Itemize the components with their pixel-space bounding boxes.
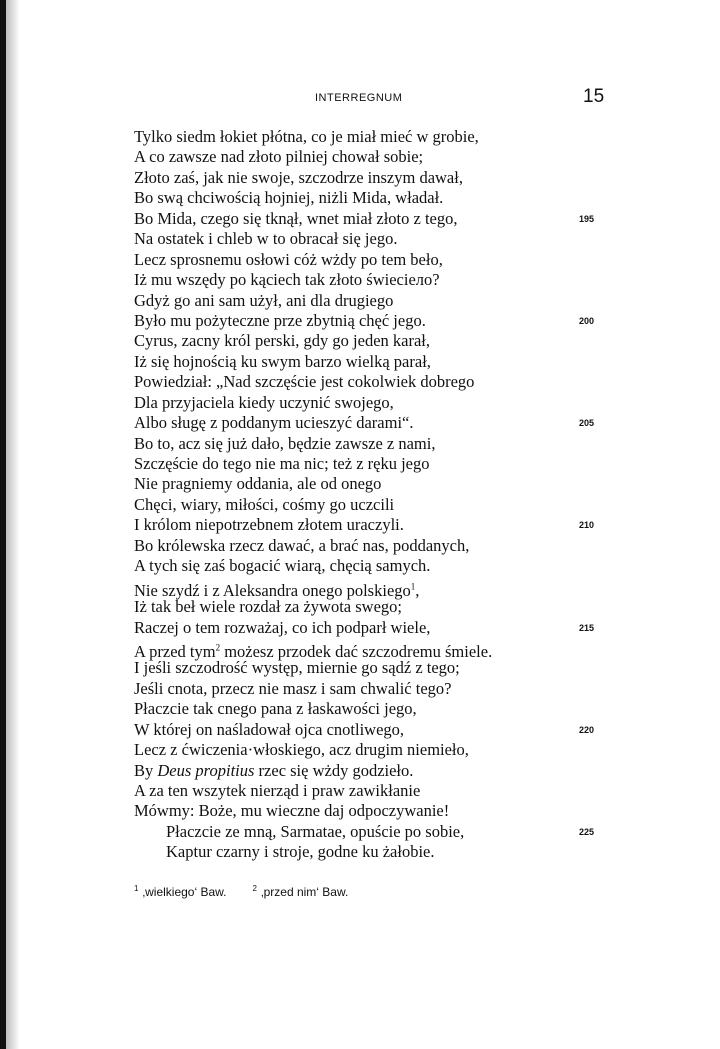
verse-text (134, 679, 452, 698)
footnotes (134, 884, 374, 899)
footnote-mark: 2 (252, 884, 257, 893)
verse-main: Gdyż go ani sam użył, ani dla drugiego (134, 290, 394, 310)
footnote (134, 884, 227, 899)
verse-text (134, 209, 458, 228)
verse-line (134, 454, 604, 474)
verse-line (134, 822, 604, 842)
verse-line (134, 495, 604, 515)
verse-text (134, 413, 414, 432)
verse-text (134, 454, 430, 473)
verse-main: Na ostatek i chleb w to obracał się jego. (134, 229, 398, 249)
verse-text (134, 781, 420, 800)
verse-main: Bo to, acz się już dało, będzie zawsze z nami, (134, 433, 436, 453)
verse-text (134, 127, 479, 146)
verse-line (134, 250, 604, 270)
verse-main: Iż tak beł wiele rozdał za żywota swego; (134, 597, 403, 617)
footnote-reference: 2 (215, 642, 221, 653)
footnote-text: ‚przed nim‘ Baw. (260, 885, 349, 899)
verse-main: Mówmy: Boże, mu wieczne daj odpoczywanie! (134, 801, 450, 821)
verse-main: Iż się hojnością ku swym barzo wielką parał, (134, 351, 431, 371)
verse-line (134, 393, 604, 413)
verse-line (134, 638, 604, 662)
verse-main: Szczęście do tego nie ma nic; też z ręku jego (134, 454, 430, 473)
verse-line (134, 699, 604, 719)
verse-line (134, 761, 604, 781)
verse-main: Tylko siedm łokiet płótna, co je miał mieć w grobie, (134, 127, 479, 146)
verse-text (134, 474, 381, 493)
verse-text (134, 270, 440, 289)
verse-text (134, 597, 402, 616)
verse-main: I królom niepotrzebnem złotem uraczyli. (134, 515, 404, 535)
verse-line (134, 413, 604, 433)
verse-line (134, 311, 604, 331)
verse-text (134, 699, 417, 718)
verse-main: Raczej o tem rozważaj, co ich podparł wiele, (134, 617, 431, 637)
verse-text (134, 536, 469, 555)
verse-text (134, 801, 449, 820)
verse-text (134, 352, 431, 371)
line-number: 195 (579, 213, 595, 224)
verse-main: Nie szydź i z Aleksandra onego polskiego (134, 581, 411, 601)
line-number: 225 (579, 826, 595, 837)
verse-italic: Deus propitius (157, 760, 255, 780)
verse-main: A co zawsze nad złoto pilniej chował sobie; (134, 147, 424, 167)
verse-line (134, 127, 604, 147)
verse-main: A za ten wszytek nierząd i praw zawikłanie (134, 781, 421, 800)
verse-main: Kaptur czarny i stroje, godne ku żałobie. (166, 842, 435, 862)
verse-line (134, 474, 604, 494)
verse-main: W której on naśladował ojca cnotliwego, (134, 719, 405, 739)
verse-main: Powiedział: „Nad szczęście jest cokolwiek dobrego (134, 372, 475, 392)
page-number: 15 (583, 86, 605, 107)
footnote-mark: 1 (134, 884, 139, 893)
verse-line (134, 331, 604, 351)
verse-text (134, 311, 426, 330)
verse-line (134, 740, 604, 760)
verse-line (134, 229, 604, 249)
verse-main: Bo Mida, czego się tknął, wnet miał złoto z tego, (134, 208, 458, 228)
verse-line (134, 618, 604, 638)
verse-text (134, 822, 464, 841)
verse-line (134, 372, 604, 392)
verse-text (134, 147, 423, 166)
verse-text (134, 188, 443, 207)
verse-main: Nie pragniemy oddania, ale od onego (134, 474, 382, 494)
verse-text (134, 618, 430, 637)
verse-line (134, 842, 604, 862)
verse-line (134, 434, 604, 454)
line-number: 210 (579, 520, 595, 531)
verse-continuation: , (415, 581, 420, 601)
verse-text (134, 761, 413, 780)
verse-main: Iż mu wszędy po kąciech tak złoto świeciело? (134, 270, 440, 290)
verse-main: Lecz sprosnemu osłowi cóż wżdy po tem beło, (134, 249, 443, 269)
verse-main: By (134, 760, 158, 780)
verse-text (134, 291, 393, 310)
verse-main: Bo królewska rzecz dawać, a brać nas, poddanych, (134, 535, 470, 555)
verse-line (134, 720, 604, 740)
line-number: 215 (579, 622, 595, 633)
verse-main: Albo sługę z poddanym ucieszyć darami“. (134, 413, 414, 433)
verse-line (134, 781, 604, 801)
verse-text (134, 515, 404, 534)
verse-line (134, 801, 604, 821)
verse-line (134, 577, 604, 601)
verse-main: Lecz z ćwiczenia·włoskiego, acz drugim niemieło, (134, 740, 469, 760)
verse-text (134, 720, 404, 739)
verse-text (134, 393, 394, 412)
footnote (253, 884, 349, 899)
footnote-reference: 1 (410, 581, 416, 592)
verse-continuation: możesz przodek dać szczodremu śmiele. (220, 642, 493, 662)
verse-line (134, 556, 604, 576)
verse-text (134, 658, 460, 677)
verse-line (134, 168, 604, 188)
verse-text (134, 168, 463, 187)
verse-line (134, 188, 604, 208)
verse-main: Złoto zaś, jak nie swoje, szczodrze inszym dawał, (134, 167, 463, 187)
verse-main: Dla przyjaciela kiedy uczynić swojego, (134, 392, 394, 412)
verse-text (134, 331, 430, 350)
verse-line (134, 147, 604, 167)
verse-line (134, 209, 604, 229)
verse-text (134, 250, 443, 269)
verse-line (134, 515, 604, 535)
verse-main: Cyrus, zacny król perski, gdy go jeden karał, (134, 331, 431, 351)
verse-main: Chęci, wiary, miłości, cośmy go uczcili (134, 494, 395, 514)
verse-text (134, 229, 397, 248)
verse-main: Bo swą chciwością hojniej, niżli Mida, władał. (134, 188, 444, 208)
verse-text (134, 434, 435, 453)
verse-text (134, 842, 435, 861)
line-number: 205 (579, 418, 595, 429)
footnote-text: ‚wielkiego‘ Baw. (142, 885, 227, 899)
verse-text (134, 495, 394, 514)
verse-line (134, 291, 604, 311)
verse-main: Było mu pożyteczne prze zbytnią chęć jego. (134, 310, 426, 330)
verse-line (134, 597, 604, 617)
line-number: 220 (579, 724, 595, 735)
spine-shadow (6, 0, 20, 1049)
verse-continuation: rzec się wżdy godzieło. (254, 760, 414, 780)
poem-text (134, 127, 604, 863)
verse-main: A tych się zaś bogacić wiarą, chęcią samych. (134, 556, 431, 576)
verse-line (134, 679, 604, 699)
verse-line (134, 270, 604, 290)
verse-main: A przed tym (134, 642, 216, 662)
verse-line (134, 352, 604, 372)
verse-main: Płaczcie tak cnego pana z łaskawości jego, (134, 699, 417, 719)
verse-line (134, 536, 604, 556)
verse-text (134, 556, 430, 575)
verse-main: I jeśli szczodrość występ, miernie go sądź z tego; (134, 658, 460, 678)
verse-text (134, 372, 474, 391)
verse-main: Jeśli cnota, przecz nie masz i sam chwalić tego? (134, 678, 452, 698)
verse-line (134, 658, 604, 678)
line-number: 200 (579, 315, 595, 326)
verse-text (134, 740, 469, 759)
verse-main: Płaczcie ze mną, Sarmatae, opuście po sobie, (166, 821, 465, 841)
running-title: INTERREGNUM (315, 92, 403, 104)
